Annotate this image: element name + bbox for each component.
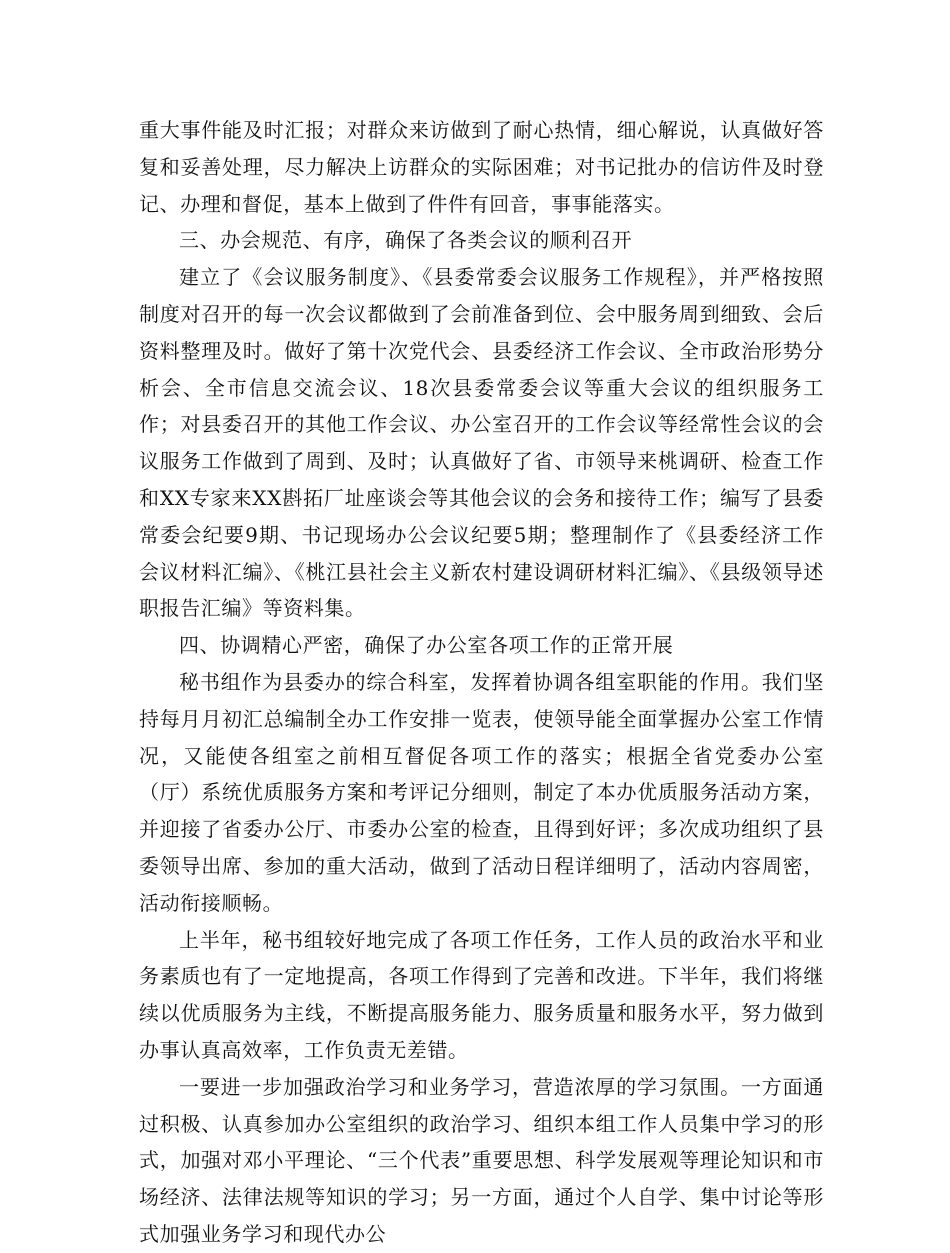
paragraph-summary: 上半年，秘书组较好地完成了各项工作任务，工作人员的政治水平和业务素质也有了一定地提高，各项工作得到了完善和改进。下半年，我们将继续以优质服务为主线，不断提高服务能力、服务质量和服务水平，努力做到办事认真高效率，工作负责无差错。 xyxy=(139,927,824,1062)
section-heading-meetings: 三、办会规范、有序，确保了各类会议的顺利召开 xyxy=(179,228,633,253)
paragraph-coordination: 秘书组作为县委办的综合科室，发挥着协调各组室职能的作用。我们坚持每月月初汇总编制全办工作安排一览表，使领导能全面掌握办公室工作情况，又能使各组室之前相互督促各项工作的落实；根据全省党委办公室（厅）系统优质服务方案和考评记分细则，制定了本办优质服务活动方案，并迎接了省委办公厅、市委办公室的检查，且得到好评；多次成功组织了县委领导出席、参加的重大活动，做到了活动日程详细明了，活动内容周密，活动衔接顺畅。 xyxy=(139,669,824,915)
paragraph-study-plan: 一要进一步加强政治学习和业务学习，营造浓厚的学习氛围。一方面通过积极、认真参加办公室组织的政治学习、组织本组工作人员集中学习的形式，加强对邓小平理论、“三个代表”重要思想、科学发展观等理论知识和市场经济、法律法规等知识的学习；另一方面，通过个人自学、集中讨论等形式加强业务学习和现代办公 xyxy=(139,1074,824,1246)
section-heading-coordination: 四、协调精心严密，确保了办公室各项工作的正常开展 xyxy=(179,633,674,658)
paragraph-meetings: 建立了《会议服务制度》、《县委常委会议服务工作规程》，并严格按照制度对召开的每一次会议都做到了会前准备到位、会中服务周到细致、会后资料整理及时。做好了第十次党代会、县委经济工作会议、全市政治形势分析会、全市信息交流会议、18次县委常委会议等重大会议的组织服务工作；对县委召开的其他工作会议、办公室召开的工作会议等经常性会议的会议服务工作做到了周到、及时；认真做好了省、市领导来桃调研、检查工作和XX专家来XX斟拓厂址座谈会等其他会议的会务和接待工作；编写了县委常委会纪要9期、书记现场办公会议纪要5期；整理制作了《县委经济工作会议材料汇编》、《桃江县社会主义新农村建设调研材料汇编》、《县级领导述职报告汇编》等资料集。 xyxy=(139,265,824,621)
document-body xyxy=(139,112,824,1253)
paragraph-continuation: 重大事件能及时汇报；对群众来访做到了耐心热情，细心解说，认真做好答复和妥善处理，尽力解决上访群众的实际困难；对书记批办的信访件及时登记、办理和督促，基本上做到了件件有回音，事事能落实。 xyxy=(139,118,824,216)
